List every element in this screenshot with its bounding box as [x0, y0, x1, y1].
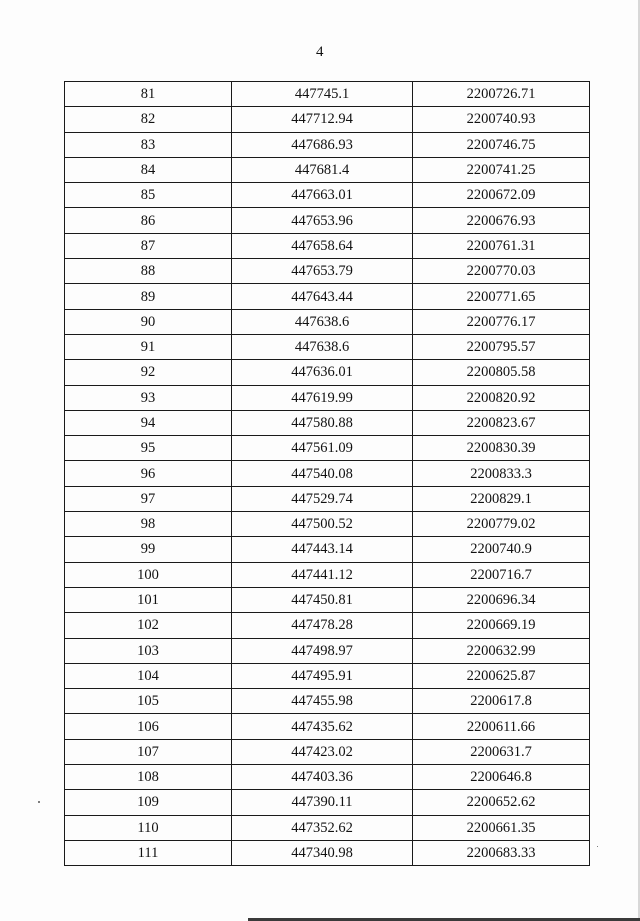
x-coordinate-cell: 447540.08	[232, 461, 413, 486]
y-coordinate-cell: 2200771.65	[413, 284, 590, 309]
table-row	[65, 790, 590, 815]
x-coordinate-cell: 447580.88	[232, 410, 413, 435]
table-row	[65, 385, 590, 410]
x-coordinate-cell: 447636.01	[232, 360, 413, 385]
y-coordinate-cell: 2200820.92	[413, 385, 590, 410]
x-coordinate-cell: 447443.14	[232, 537, 413, 562]
point-number-cell: 106	[65, 714, 232, 739]
y-coordinate-cell: 2200672.09	[413, 183, 590, 208]
y-coordinate-cell: 2200683.33	[413, 840, 590, 865]
x-coordinate-cell: 447681.4	[232, 157, 413, 182]
y-coordinate-cell: 2200779.02	[413, 512, 590, 537]
table-row	[65, 840, 590, 865]
x-coordinate-cell: 447663.01	[232, 183, 413, 208]
point-number-cell: 101	[65, 587, 232, 612]
y-coordinate-cell: 2200746.75	[413, 132, 590, 157]
table-row	[65, 309, 590, 334]
table-row	[65, 157, 590, 182]
table-row	[65, 537, 590, 562]
point-number-cell: 97	[65, 486, 232, 511]
y-coordinate-cell: 2200716.7	[413, 562, 590, 587]
y-coordinate-cell: 2200741.25	[413, 157, 590, 182]
table-row	[65, 689, 590, 714]
point-number-cell: 87	[65, 233, 232, 258]
y-coordinate-cell: 2200652.62	[413, 790, 590, 815]
scan-speck	[38, 801, 40, 803]
page-number: 4	[316, 44, 324, 60]
point-number-cell: 92	[65, 360, 232, 385]
x-coordinate-cell: 447686.93	[232, 132, 413, 157]
point-number-cell: 86	[65, 208, 232, 233]
point-number-cell: 99	[65, 537, 232, 562]
x-coordinate-cell: 447745.1	[232, 82, 413, 107]
x-coordinate-cell: 447653.96	[232, 208, 413, 233]
y-coordinate-cell: 2200617.8	[413, 689, 590, 714]
table-row	[65, 107, 590, 132]
point-number-cell: 91	[65, 334, 232, 359]
table-row	[65, 638, 590, 663]
x-coordinate-cell: 447495.91	[232, 663, 413, 688]
point-number-cell: 104	[65, 663, 232, 688]
table-row	[65, 82, 590, 107]
point-number-cell: 110	[65, 815, 232, 840]
point-number-cell: 98	[65, 512, 232, 537]
x-coordinate-cell: 447435.62	[232, 714, 413, 739]
x-coordinate-cell: 447441.12	[232, 562, 413, 587]
table-row	[65, 360, 590, 385]
x-coordinate-cell: 447658.64	[232, 233, 413, 258]
table-row	[65, 284, 590, 309]
y-coordinate-cell: 2200830.39	[413, 436, 590, 461]
table-row	[65, 410, 590, 435]
x-coordinate-cell: 447390.11	[232, 790, 413, 815]
y-coordinate-cell: 2200740.93	[413, 107, 590, 132]
table-row	[65, 739, 590, 764]
point-number-cell: 96	[65, 461, 232, 486]
y-coordinate-cell: 2200646.8	[413, 765, 590, 790]
point-number-cell: 103	[65, 638, 232, 663]
table-row	[65, 132, 590, 157]
y-coordinate-cell: 2200696.34	[413, 587, 590, 612]
x-coordinate-cell: 447561.09	[232, 436, 413, 461]
table-row	[65, 461, 590, 486]
point-number-cell: 83	[65, 132, 232, 157]
point-number-cell: 108	[65, 765, 232, 790]
x-coordinate-cell: 447638.6	[232, 309, 413, 334]
x-coordinate-cell: 447403.36	[232, 765, 413, 790]
x-coordinate-cell: 447619.99	[232, 385, 413, 410]
y-coordinate-cell: 2200795.57	[413, 334, 590, 359]
point-number-cell: 95	[65, 436, 232, 461]
x-coordinate-cell: 447500.52	[232, 512, 413, 537]
point-number-cell: 82	[65, 107, 232, 132]
y-coordinate-cell: 2200740.9	[413, 537, 590, 562]
scan-speck	[597, 846, 598, 847]
y-coordinate-cell: 2200631.7	[413, 739, 590, 764]
y-coordinate-cell: 2200776.17	[413, 309, 590, 334]
coordinates-table-body	[65, 82, 590, 866]
point-number-cell: 88	[65, 259, 232, 284]
table-row	[65, 486, 590, 511]
x-coordinate-cell: 447455.98	[232, 689, 413, 714]
table-row	[65, 815, 590, 840]
table-row	[65, 613, 590, 638]
point-number-cell: 111	[65, 840, 232, 865]
y-coordinate-cell: 2200761.31	[413, 233, 590, 258]
x-coordinate-cell: 447643.44	[232, 284, 413, 309]
point-number-cell: 109	[65, 790, 232, 815]
y-coordinate-cell: 2200823.67	[413, 410, 590, 435]
y-coordinate-cell: 2200632.99	[413, 638, 590, 663]
y-coordinate-cell: 2200833.3	[413, 461, 590, 486]
table-row	[65, 259, 590, 284]
x-coordinate-cell: 447529.74	[232, 486, 413, 511]
point-number-cell: 102	[65, 613, 232, 638]
y-coordinate-cell: 2200625.87	[413, 663, 590, 688]
table-row	[65, 714, 590, 739]
x-coordinate-cell: 447450.81	[232, 587, 413, 612]
point-number-cell: 107	[65, 739, 232, 764]
x-coordinate-cell: 447423.02	[232, 739, 413, 764]
x-coordinate-cell: 447638.6	[232, 334, 413, 359]
y-coordinate-cell: 2200829.1	[413, 486, 590, 511]
table-row	[65, 436, 590, 461]
point-number-cell: 89	[65, 284, 232, 309]
point-number-cell: 84	[65, 157, 232, 182]
table-row	[65, 233, 590, 258]
y-coordinate-cell: 2200661.35	[413, 815, 590, 840]
y-coordinate-cell: 2200726.71	[413, 82, 590, 107]
point-number-cell: 94	[65, 410, 232, 435]
y-coordinate-cell: 2200770.03	[413, 259, 590, 284]
table-row	[65, 334, 590, 359]
x-coordinate-cell: 447352.62	[232, 815, 413, 840]
point-number-cell: 105	[65, 689, 232, 714]
point-number-cell: 81	[65, 82, 232, 107]
table-row	[65, 765, 590, 790]
y-coordinate-cell: 2200611.66	[413, 714, 590, 739]
table-row	[65, 183, 590, 208]
x-coordinate-cell: 447498.97	[232, 638, 413, 663]
point-number-cell: 85	[65, 183, 232, 208]
x-coordinate-cell: 447653.79	[232, 259, 413, 284]
table-row	[65, 562, 590, 587]
y-coordinate-cell: 2200805.58	[413, 360, 590, 385]
point-number-cell: 100	[65, 562, 232, 587]
table-row	[65, 512, 590, 537]
coordinates-table	[64, 81, 590, 866]
x-coordinate-cell: 447340.98	[232, 840, 413, 865]
table-row	[65, 663, 590, 688]
x-coordinate-cell: 447712.94	[232, 107, 413, 132]
y-coordinate-cell: 2200676.93	[413, 208, 590, 233]
table-row	[65, 587, 590, 612]
point-number-cell: 93	[65, 385, 232, 410]
y-coordinate-cell: 2200669.19	[413, 613, 590, 638]
x-coordinate-cell: 447478.28	[232, 613, 413, 638]
point-number-cell: 90	[65, 309, 232, 334]
table-row	[65, 208, 590, 233]
